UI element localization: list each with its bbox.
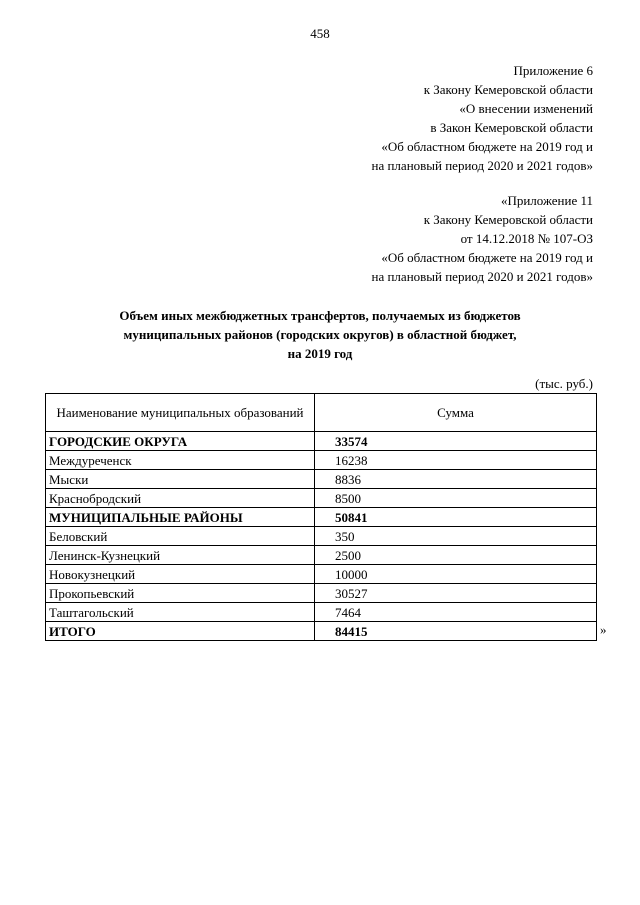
appendix-6-line: «Об областном бюджете на 2019 год и [381,139,593,154]
appendix-11-line: к Закону Кемеровской области [423,212,593,227]
row-name: Мыски [46,470,315,489]
header-sum: Сумма [315,394,597,432]
table-row [46,470,597,489]
row-name: ИТОГО [46,622,315,641]
closing-quote: » [600,622,607,637]
row-name: Таштагольский [46,603,315,622]
row-name: Междуреченск [46,451,315,470]
document-title [0,306,640,363]
row-sum: 2500 [315,546,597,565]
table-row [46,432,597,451]
row-sum: 8836 [315,470,597,489]
row-name: ГОРОДСКИЕ ОКРУГА [46,432,315,451]
table-row [46,451,597,470]
row-sum: 7464 [315,603,597,622]
appendix-11-line: на плановый период 2020 и 2021 годов» [371,269,593,284]
table-row [46,603,597,622]
row-sum: 8500 [315,489,597,508]
row-name: Прокопьевский [46,584,315,603]
row-name: Ленинск-Кузнецкий [46,546,315,565]
title-line: муниципальных районов (городских округов) в областной бюджет, [123,327,517,342]
row-sum: 350 [315,527,597,546]
page-number: 458 [310,26,330,41]
row-name: Беловский [46,527,315,546]
table-row [46,622,597,641]
table-row [46,584,597,603]
row-sum: 16238 [315,451,597,470]
table-row [46,546,597,565]
appendix-11-line: «Об областном бюджете на 2019 год и [381,250,593,265]
table-row [46,489,597,508]
title-line: Объем иных межбюджетных трансфертов, получаемых из бюджетов [119,308,521,323]
row-sum: 50841 [315,508,597,527]
table-body [46,432,597,641]
table-header-row [46,394,597,432]
table-row [46,508,597,527]
appendix-11-line: от 14.12.2018 № 107-ОЗ [460,231,593,246]
table-row [46,565,597,584]
row-sum: 33574 [315,432,597,451]
table-row [46,527,597,546]
appendix-6-line: «О внесении изменений [459,101,593,116]
row-sum: 84415 [315,622,597,641]
unit-note: (тыс. руб.) [535,376,593,391]
appendix-6-line: к Закону Кемеровской области [423,82,593,97]
row-name: МУНИЦИПАЛЬНЫЕ РАЙОНЫ [46,508,315,527]
appendix-11-header [372,191,594,286]
appendix-6-line: Приложение 6 [513,63,593,78]
transfers-table [45,393,597,641]
header-name: Наименование муниципальных образований [46,394,315,432]
row-sum: 10000 [315,565,597,584]
row-name: Краснобродский [46,489,315,508]
appendix-11-line: «Приложение 11 [500,193,593,208]
row-name: Новокузнецкий [46,565,315,584]
appendix-6-line: в Закон Кемеровской области [430,120,593,135]
appendix-6-header [372,61,594,175]
row-sum: 30527 [315,584,597,603]
appendix-6-line: на плановый период 2020 и 2021 годов» [371,158,593,173]
title-line: на 2019 год [287,346,353,361]
